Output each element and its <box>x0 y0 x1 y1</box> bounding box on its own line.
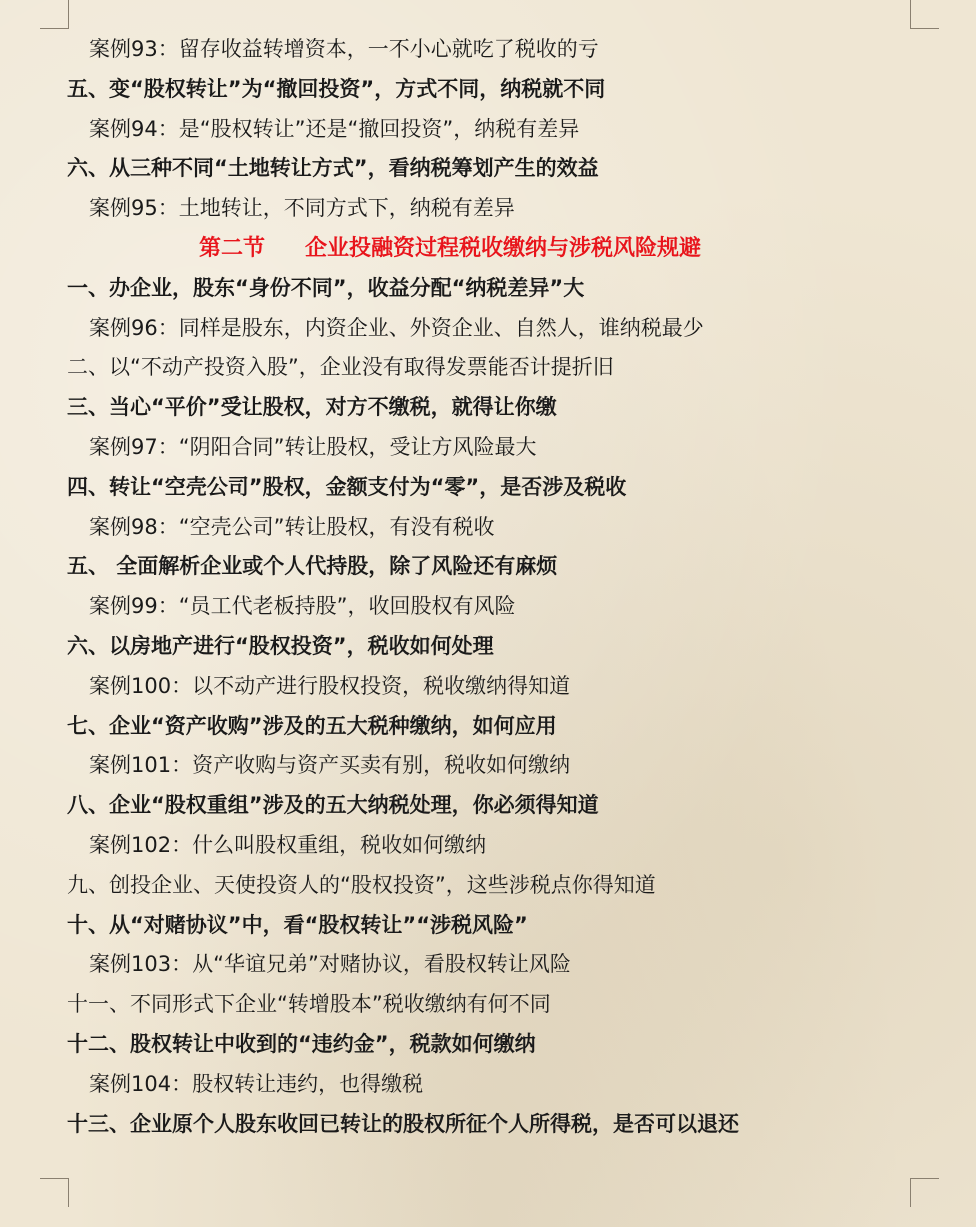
case-entry: 案例104：股权转让违约，也得缴税 <box>89 1071 424 1096</box>
heading-entry: 六、从三种不同“土地转让方式”，看纳税筹划产生的效益 <box>67 156 599 181</box>
case-entry: 案例97：“阴阳合同”转让股权，受让方风险最大 <box>89 434 537 459</box>
heading-entry: 一、办企业，股东“身份不同”，收益分配“纳税差异”大 <box>67 275 585 300</box>
case-entry: 案例95：土地转让，不同方式下，纳税有差异 <box>89 196 515 221</box>
section-heading: 企业投融资过程税收缴纳与涉税风险规避 <box>305 235 702 261</box>
page-corner-mark <box>40 0 69 29</box>
case-entry: 案例99：“员工代老板持股”，收回股权有风险 <box>89 594 516 619</box>
heading-entry: 三、当心“平价”受让股权，对方不缴税，就得让你缴 <box>67 395 557 420</box>
heading-entry: 七、企业“资产收购”涉及的五大税种缴纳，如何应用 <box>67 713 557 738</box>
heading-entry: 十三、企业原个人股东收回已转让的股权所征个人所得税，是否可以退还 <box>67 1111 739 1136</box>
table-of-contents <box>0 30 976 1144</box>
heading-entry: 六、以房地产进行“股权投资”，税收如何处理 <box>67 633 494 658</box>
plain-entry: 二、以“不动产投资入股”，企业没有取得发票能否计提折旧 <box>67 355 614 380</box>
case-entry: 案例93：留存收益转增资本，一不小心就吃了税收的亏 <box>89 37 599 61</box>
heading-entry: 五、 全面解析企业或个人代持股，除了风险还有麻烦 <box>67 554 558 579</box>
heading-entry: 五、变“股权转让”为“撤回投资”，方式不同，纳税就不同 <box>67 76 606 101</box>
case-entry: 案例94：是“股权转让”还是“撤回投资”，纳税有差异 <box>89 116 580 141</box>
case-entry: 案例100：以不动产进行股权投资，税收缴纳得知道 <box>89 673 571 698</box>
heading-entry: 八、企业“股权重组”涉及的五大纳税处理，你必须得知道 <box>67 793 599 818</box>
heading-entry: 十、从“对赌协议”中，看“股权转让”“涉税风险” <box>67 912 528 937</box>
section-title <box>0 229 976 269</box>
heading-entry: 四、转让“空壳公司”股权，金额支付为“零”，是否涉及税收 <box>67 474 627 499</box>
page-corner-mark <box>40 1178 69 1207</box>
case-entry: 案例101：资产收购与资产买卖有别，税收如何缴纳 <box>89 753 571 778</box>
page-corner-mark <box>910 1178 939 1207</box>
plain-entry: 十一、不同形式下企业“转增股本”税收缴纳有何不同 <box>67 992 551 1017</box>
case-entry: 案例102：什么叫股权重组，税收如何缴纳 <box>89 832 487 857</box>
case-entry: 案例103：从“华谊兄弟”对赌协议，看股权转让风险 <box>89 952 571 977</box>
plain-entry: 九、创投企业、天使投资人的“股权投资”，这些涉税点你得知道 <box>67 872 656 897</box>
case-entry: 案例98：“空壳公司”转让股权，有没有税收 <box>89 514 495 539</box>
case-entry: 案例96：同样是股东，内资企业、外资企业、自然人，谁纳税最少 <box>89 315 704 340</box>
page-corner-mark <box>910 0 939 29</box>
section-label: 第二节 <box>199 235 266 261</box>
heading-entry: 十二、股权转让中收到的“违约金”，税款如何缴纳 <box>67 1031 536 1056</box>
